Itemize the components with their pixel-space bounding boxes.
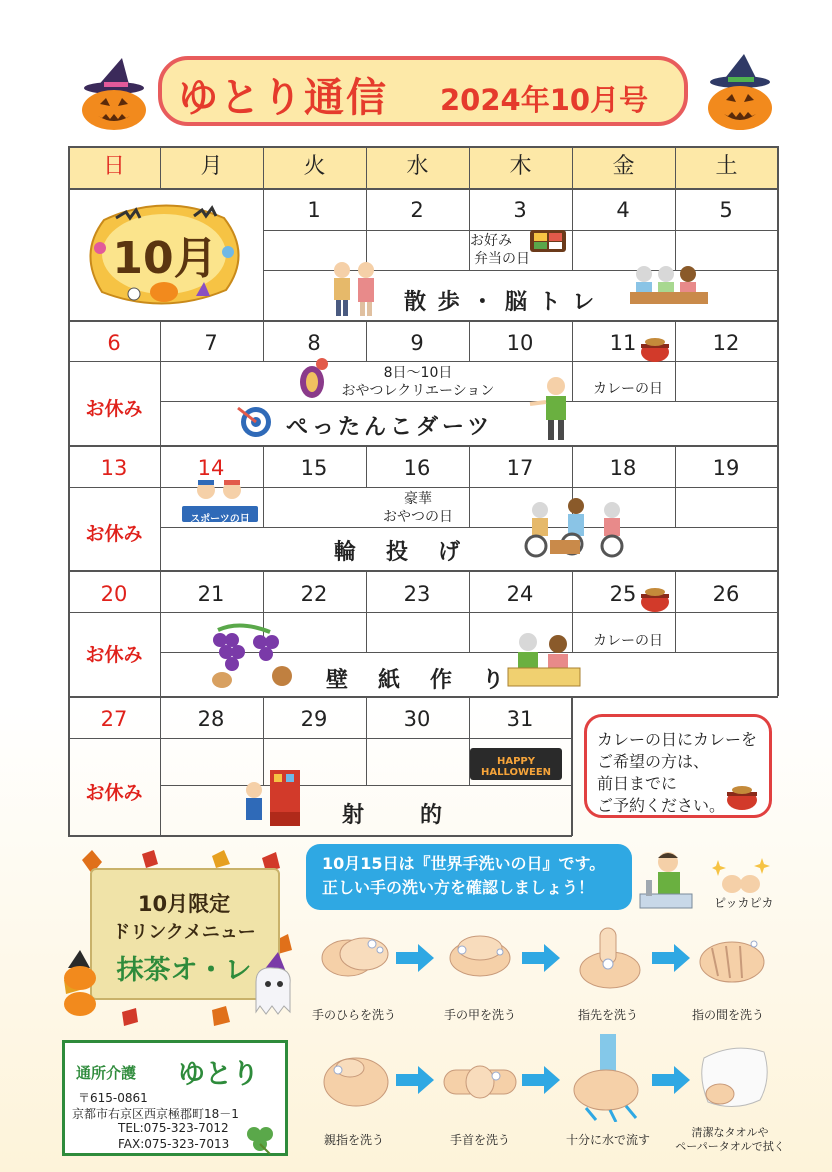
day-1: 1 — [307, 198, 321, 222]
dartboard-icon — [236, 404, 272, 440]
step-6-label: 手首を洗う — [449, 1133, 510, 1147]
snack-rec-line1: 8日～10日 — [383, 365, 453, 381]
sparkle-label: ピッカピカ — [714, 896, 774, 910]
day-28: 28 — [197, 707, 225, 731]
handwash-headline-2: 正しい手の洗い方を確認しましょう！ — [322, 878, 595, 897]
arrow-right-icon — [652, 944, 690, 972]
clover-icon — [240, 1122, 280, 1156]
weekday-tue: 火 — [263, 146, 366, 188]
drink-menu-label: ドリンクメニュー — [112, 922, 256, 943]
drink-limited-label: 10月限定 — [137, 892, 231, 916]
step-1-label: 手のひらを洗う — [311, 1008, 396, 1022]
day-10: 10 — [506, 331, 534, 355]
day-18: 18 — [609, 456, 637, 480]
day-30: 30 — [403, 707, 431, 731]
wallpaper-crafting-icon — [506, 630, 582, 690]
curry-day-2: カレーの日 — [593, 633, 663, 649]
rest-day-label: お休み — [85, 782, 143, 804]
day-27: 27 — [100, 707, 128, 731]
day-11: 11 — [609, 331, 637, 355]
pumpkin-stack-icon — [60, 950, 100, 1020]
day-24: 24 — [506, 582, 534, 606]
day-26: 26 — [712, 582, 740, 606]
wash-wrists-icon — [440, 1040, 520, 1120]
day-7: 7 — [204, 331, 218, 355]
sports-day-label: スポーツの日 — [190, 514, 250, 525]
weekday-wed: 水 — [366, 146, 469, 188]
day-3: 3 — [513, 198, 527, 222]
day-5: 5 — [719, 198, 733, 222]
issue-label: 2024年10月号 — [440, 83, 649, 117]
notice-line-4: ご予約ください。 — [597, 796, 726, 815]
jack-o-lantern-witch-hat-icon — [700, 52, 780, 132]
grapes-and-animals-icon — [200, 620, 298, 694]
weekday-mon: 月 — [160, 146, 263, 188]
fax: FAX:075-323-7013 — [118, 1137, 230, 1151]
day-6: 6 — [107, 331, 121, 355]
arrow-right-icon — [522, 944, 560, 972]
week5-activity: 射 的 — [342, 803, 447, 828]
day-13: 13 — [100, 456, 128, 480]
sweet-potato-icon — [292, 356, 332, 400]
weekday-fri: 金 — [572, 146, 675, 188]
newsletter-title: ゆとり通信 — [178, 75, 388, 121]
wash-palms-icon — [316, 920, 396, 996]
day-20: 20 — [100, 582, 128, 606]
postal-code: 〒615-0861 — [78, 1091, 148, 1105]
day-12: 12 — [712, 331, 740, 355]
facility-name: ゆとり — [178, 1059, 259, 1090]
day-2: 2 — [410, 198, 424, 222]
week1-activity: 散 歩 ・ 脳 ト レ — [404, 290, 597, 315]
handwashing-person-icon — [638, 850, 694, 912]
curry-day-1: カレーの日 — [593, 381, 663, 397]
rest-day-label: お休み — [85, 398, 143, 420]
arrow-right-icon — [652, 1066, 690, 1094]
arrow-right-icon — [396, 1066, 434, 1094]
day-4: 4 — [616, 198, 630, 222]
notice-line-3: 前日までに — [597, 774, 678, 793]
day-14: 14 — [197, 456, 225, 480]
notice-line-1: カレーの日にカレーを — [597, 730, 758, 749]
step-5-label: 親指を洗う — [323, 1133, 384, 1147]
step-8-label-line1: 清潔なタオルや — [691, 1126, 769, 1139]
bento-box-icon — [528, 222, 568, 254]
step-8-label-line2: ペーパータオルで拭く — [675, 1140, 785, 1153]
rinse-with-water-icon — [566, 1034, 650, 1122]
telephone: TEL:075-323-7012 — [118, 1121, 229, 1135]
day-17: 17 — [506, 456, 534, 480]
bento-day-line2: 弁当の日 — [474, 251, 530, 267]
day-21: 21 — [197, 582, 225, 606]
handwash-banner — [306, 844, 632, 910]
wash-fingertips-icon — [570, 918, 650, 998]
bento-day-line1: お好み — [470, 233, 512, 249]
dry-with-towel-icon — [694, 1038, 774, 1118]
facility-type: 通所介護 — [76, 1064, 137, 1082]
day-8: 8 — [307, 331, 321, 355]
ghost-witch-hat-icon — [250, 952, 296, 1022]
elderly-couple-walking-icon — [328, 260, 382, 318]
snack-rec-line2: おやつレクリエーション — [341, 383, 495, 399]
curry-pot-icon — [722, 782, 762, 812]
weekday-sat: 土 — [675, 146, 778, 188]
shooting-gallery-icon — [240, 766, 302, 830]
step-3-label: 指先を洗う — [577, 1008, 638, 1022]
day-23: 23 — [403, 582, 431, 606]
wash-back-of-hand-icon — [440, 920, 520, 996]
dart-thrower-icon — [528, 374, 584, 442]
step-7-label: 十分に水で流す — [565, 1133, 650, 1147]
day-15: 15 — [300, 456, 328, 480]
month-badge-label: 10月 — [112, 233, 218, 284]
week4-activity: 壁 紙 作 り — [326, 668, 509, 693]
notice-line-2: ご希望の方は、 — [597, 752, 710, 771]
week2-activity: ぺったんこダーツ — [286, 415, 494, 440]
rest-day-label: お休み — [85, 523, 143, 545]
day-19: 19 — [712, 456, 740, 480]
arrow-right-icon — [396, 944, 434, 972]
wash-thumbs-icon — [316, 1036, 396, 1122]
halloween-banner-text: HAPPY HALLOWEEN — [480, 756, 552, 778]
address: 京都市右京区西京極郡町18－1 — [72, 1107, 239, 1121]
deluxe-snack-line1: 豪華 — [404, 491, 432, 507]
day-16: 16 — [403, 456, 431, 480]
weekday-sun: 日 — [68, 146, 160, 188]
curry-pot-icon — [638, 334, 672, 364]
handwash-headline-1: 10月15日は『世界手洗いの日』です。 — [322, 854, 606, 873]
arrow-right-icon — [522, 1066, 560, 1094]
step-4-label: 指の間を洗う — [691, 1008, 764, 1022]
day-9: 9 — [410, 331, 424, 355]
weekday-thu: 木 — [469, 146, 572, 188]
ring-toss-group-icon — [520, 496, 630, 560]
rest-day-label: お休み — [85, 644, 143, 666]
jack-o-lantern-witch-hat-icon — [74, 52, 154, 132]
day-31: 31 — [506, 707, 534, 731]
drink-name: 抹茶オ・レ — [116, 955, 252, 986]
day-29: 29 — [300, 707, 328, 731]
step-2-label: 手の甲を洗う — [443, 1008, 516, 1022]
deluxe-snack-line2: おやつの日 — [383, 509, 453, 525]
day-22: 22 — [300, 582, 328, 606]
sparkling-hands-icon — [712, 856, 770, 896]
curry-pot-icon — [638, 584, 672, 614]
week3-activity: 輪 投 げ — [334, 540, 465, 565]
wash-between-fingers-icon — [692, 920, 772, 996]
brain-training-group-icon — [630, 262, 710, 308]
day-25: 25 — [609, 582, 637, 606]
